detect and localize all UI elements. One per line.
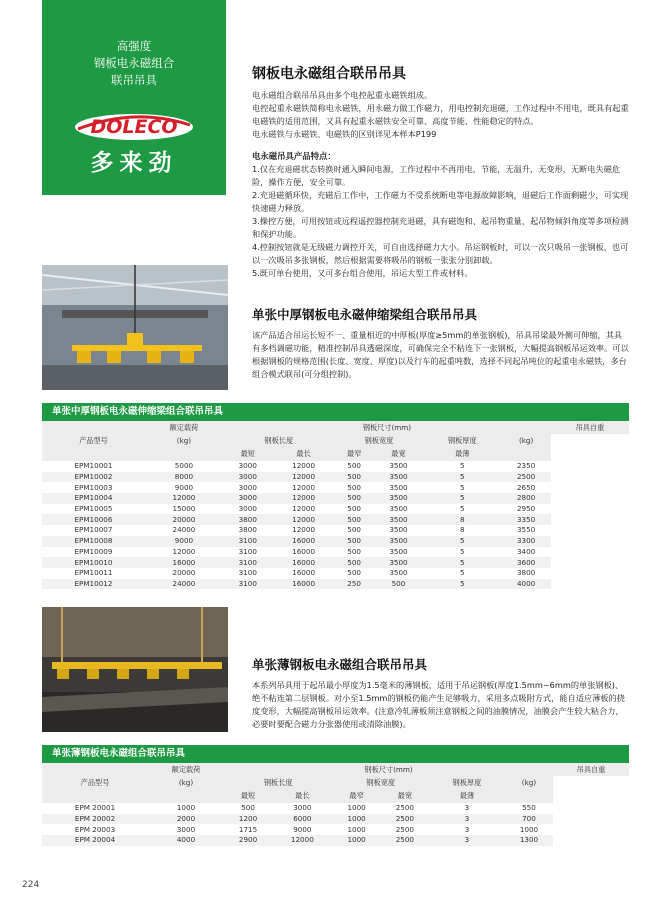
table-cell: EPM 20004 — [42, 835, 148, 846]
col-size: 钢板尺寸(mm) — [224, 763, 553, 776]
table-cell: 3400 — [516, 546, 536, 556]
table-cell: 3300 — [501, 536, 551, 547]
intro-heading: 钢板电永磁组合联吊吊具 — [252, 66, 406, 82]
table-cell: 1000 — [333, 835, 381, 846]
table-cell: 12000 — [292, 525, 316, 535]
table-cell: 500 — [335, 514, 374, 525]
col-model: 产品型号 — [42, 763, 148, 803]
table-cell: 3100 — [223, 536, 273, 547]
table-cell: 5 — [460, 482, 465, 492]
table-cell: 3100 — [223, 557, 273, 568]
table-cell: 500 — [374, 579, 424, 590]
doleco-logo: DOLECO — [74, 113, 194, 141]
intro-para: 电永磁组合联吊吊具由多个电控起重永磁铁组成。 — [252, 90, 433, 100]
table-cell: EPM10007 — [74, 525, 113, 535]
table-cell: 3500 — [374, 493, 424, 504]
table-cell: 1200 — [224, 814, 272, 825]
table-cell: 15000 — [172, 504, 196, 514]
table-cell: 2650 — [516, 482, 536, 492]
table-cell: 3100 — [223, 579, 273, 590]
table-cell: 3500 — [389, 546, 408, 556]
table-cell: 3500 — [389, 504, 408, 514]
table-cell: EPM10002 — [42, 472, 145, 483]
table-cell: EPM 20001 — [74, 803, 116, 813]
feature-item: 1.仅在充退磁状态转换时通入瞬间电源，工作过程中不再用电，节能，无温升，无变形，无断电失磁危险，操作方便，安全可靠。 — [252, 164, 621, 187]
feature-item: 2.充退磁循环快，充磁后工作中，工作磁力不受系统断电等电源故障影响，退磁后工作面剩磁少，可实现快速磁力释放。 — [252, 190, 629, 213]
table-cell: 5 — [460, 504, 465, 514]
table-cell: 1300 — [505, 835, 553, 846]
table-cell: 16000 — [273, 579, 335, 590]
col-load: 额定载荷 — [145, 421, 223, 434]
thick-plate-table-bar: 单张中厚钢板电永磁伸缩梁组合联吊吊具 — [42, 403, 629, 421]
table-row — [42, 568, 629, 579]
col-model: 产品型号 — [42, 421, 145, 461]
table-cell: 3000 — [238, 482, 257, 492]
table-cell: 3000 — [176, 824, 196, 834]
col-load-unit: (kg) — [145, 434, 223, 447]
table-cell: 5 — [423, 472, 501, 483]
table-cell: 12000 — [145, 493, 223, 504]
table-cell: 500 — [347, 568, 361, 578]
table-cell: 500 — [241, 803, 255, 813]
col-min-len: 最短 — [223, 448, 273, 461]
table-cell: EPM10005 — [74, 504, 113, 514]
table-cell: 8 — [460, 525, 465, 535]
table-cell: 12000 — [292, 504, 316, 514]
col-max-w: 最宽 — [381, 790, 429, 803]
table-cell: 9000 — [293, 824, 312, 834]
table-cell: EPM10009 — [74, 546, 113, 556]
table-cell: 5000 — [174, 461, 194, 471]
table-row — [42, 803, 629, 814]
table-cell: EPM 20003 — [74, 824, 116, 834]
table-cell: 12000 — [172, 546, 196, 556]
table-cell: 5 — [460, 461, 465, 471]
table-cell: 5 — [423, 536, 501, 547]
table-cell: 250 — [335, 579, 374, 590]
table-cell: 1000 — [347, 824, 366, 834]
table-cell: 16000 — [145, 557, 223, 568]
table-cell: 12000 — [273, 493, 335, 504]
table-row — [42, 493, 629, 504]
col-load: 额定载荷 — [148, 763, 224, 776]
table-cell: 500 — [347, 546, 361, 556]
feature-item: 4.控制按钮就是无级磁力调控开关，可自由选择磁力大小。吊运钢板时，可以一次只吸吊一张钢板，也可以一次吸吊多张钢板，然后根据需要将吸吊的钢板一张张分别卸载。 — [252, 242, 629, 265]
table-row — [42, 504, 629, 515]
cn-logo: 多来劲 — [90, 150, 178, 176]
table-cell: 16000 — [273, 536, 335, 547]
table-cell: 500 — [347, 461, 361, 471]
table-cell: 12000 — [292, 461, 316, 471]
table-cell: 12000 — [273, 472, 335, 483]
table-cell: 3500 — [389, 461, 408, 471]
table-cell: 3800 — [516, 568, 536, 578]
table-cell: 5 — [423, 493, 501, 504]
table-cell: 500 — [347, 525, 361, 535]
table-cell: EPM10012 — [42, 579, 145, 590]
thin-plate-heading: 单张薄钢板电永磁组合联吊吊具 — [252, 657, 428, 672]
table-cell: 500 — [335, 536, 374, 547]
table-cell: 3000 — [238, 504, 257, 514]
table-cell: 20000 — [172, 568, 196, 578]
brand-title: 高强度 钢板电永磁组合 联吊吊具 — [93, 39, 175, 87]
table-cell: 3100 — [238, 546, 257, 556]
photo-thin-plate-lifter — [42, 607, 228, 732]
thick-plate-heading: 单张中厚钢板电永磁伸缩梁组合联吊吊具 — [252, 307, 478, 322]
table-cell: 2500 — [395, 803, 415, 813]
table-cell: 9000 — [174, 482, 194, 492]
thin-plate-table-bar: 单张薄钢板电永磁组合联吊吊具 — [42, 745, 629, 763]
table-cell: 2500 — [395, 824, 415, 834]
table-cell: 2800 — [501, 493, 551, 504]
intro-para: 电永磁铁与永磁铁、电磁铁的区别详见本样本P199 — [252, 129, 437, 139]
table-cell: 6000 — [272, 814, 332, 825]
table-cell: 20000 — [145, 514, 223, 525]
table-cell: 9000 — [145, 536, 223, 547]
col-min-t: 最薄 — [423, 448, 501, 461]
thin-plate-text: 本系列吊具用于起吊最小厚度为1.5毫米的薄钢板，适用于吊运钢板(厚度1.5mm~6mm的单张钢板)、绝不粘连第二层钢板。对小至1.5mm的钢板仍能产生足够吸力，采用多点吸附方式，能自适应薄板的挠度变形，大幅提高钢板吊运效率。(注意冷轧薄板须注意钢板之间的油膜情况，油膜会产生较大粘合力，必要时要配合磁力分张器使用或清除油膜)。 — [252, 680, 625, 729]
col-max-len: 最长 — [273, 448, 335, 461]
table-cell: 2000 — [148, 814, 224, 825]
table-cell: 700 — [505, 814, 553, 825]
col-weight-unit: (kg) — [501, 434, 551, 447]
table-cell: 4000 — [148, 835, 224, 846]
table-cell: 12000 — [292, 482, 316, 492]
table-row — [42, 461, 629, 472]
col-weight: 吊具自重 — [553, 763, 629, 776]
table-cell: 550 — [522, 803, 536, 813]
table-cell: 1000 — [347, 803, 366, 813]
col-min-len: 最短 — [224, 790, 272, 803]
table-cell: EPM10004 — [42, 493, 145, 504]
col-weight-unit: (kg) — [505, 776, 553, 789]
table-cell: 1000 — [333, 814, 381, 825]
table-cell: 2500 — [501, 472, 551, 483]
table-cell: 3550 — [516, 525, 536, 535]
table-cell: 3000 — [293, 803, 312, 813]
table-cell: 2350 — [516, 461, 536, 471]
thin-plate-table — [42, 763, 629, 846]
table-row — [42, 824, 629, 835]
thick-plate-table — [42, 421, 629, 589]
col-size: 钢板尺寸(mm) — [223, 421, 551, 434]
table-cell: 2500 — [381, 814, 429, 825]
table-cell: 3500 — [374, 536, 424, 547]
table-cell: 3350 — [501, 514, 551, 525]
table-cell: 500 — [347, 482, 361, 492]
table-row — [42, 482, 629, 493]
col-length: 钢板长度 — [223, 434, 335, 447]
table-cell: 12000 — [272, 835, 332, 846]
table-cell: 3 — [429, 814, 505, 825]
thin-plate-section — [252, 655, 630, 731]
table-row — [42, 814, 629, 825]
table-cell: 3500 — [374, 557, 424, 568]
table-cell: 3800 — [238, 525, 257, 535]
table-cell: 24000 — [172, 525, 196, 535]
table-cell: EPM10011 — [74, 568, 113, 578]
table-cell: 5 — [423, 557, 501, 568]
col-max-w: 最宽 — [374, 448, 424, 461]
table-cell: 5 — [460, 568, 465, 578]
photo-thick-plate-lifter — [42, 265, 228, 390]
table-row — [42, 472, 629, 483]
table-cell: 3000 — [223, 493, 273, 504]
table-cell: 3500 — [389, 525, 408, 535]
table-cell: 2500 — [381, 835, 429, 846]
table-cell: 8000 — [145, 472, 223, 483]
col-min-w: 最窄 — [333, 790, 381, 803]
col-max-len: 最长 — [272, 790, 332, 803]
table-cell: 3500 — [389, 568, 408, 578]
table-cell: 500 — [347, 504, 361, 514]
table-cell: 3500 — [374, 472, 424, 483]
col-width: 钢板宽度 — [333, 776, 430, 789]
table-cell: EPM10010 — [42, 557, 145, 568]
table-cell: 3100 — [238, 568, 257, 578]
thick-plate-text: 该产品适合吊运长短不一、重量相近的中厚板(厚度≥5mm的单张钢板)，吊具吊梁最外侧可伸缩，其具有多档调磁功能，精准控制吊具透磁深度，可确保完全不粘连下一张钢板，大幅提高钢板吊运效率。可以根据钢板的规格范围(长度、宽度、厚度)以及行车的起重吨数，选择不同起吊吨位的起重电永磁铁，多台组合模式联吊(可分组控制)。 — [252, 330, 629, 379]
table-cell: 3000 — [238, 461, 257, 471]
col-load-unit: (kg) — [148, 776, 224, 789]
table-cell: 8 — [423, 514, 501, 525]
table-cell: 500 — [335, 557, 374, 568]
brand-panel — [42, 0, 226, 195]
table-cell: 12000 — [273, 514, 335, 525]
table-row — [42, 547, 629, 558]
table-row — [42, 579, 629, 590]
col-thick: 钢板厚度 — [423, 434, 501, 447]
thick-plate-section — [252, 305, 630, 381]
table-cell: 500 — [335, 493, 374, 504]
table-cell: 16000 — [273, 557, 335, 568]
table-cell: 500 — [335, 472, 374, 483]
table-row — [42, 514, 629, 525]
intro-para: 电控起重永磁铁简称电永磁铁，用永磁力做工作磁力，用电控制充退磁，工作过程中不用电，既具有起重电磁铁的适用范围，又具有起重永磁铁安全可靠、高度节能、性能稳定的特点。 — [252, 103, 629, 126]
table-cell: EPM 20002 — [42, 814, 148, 825]
table-cell: 24000 — [145, 579, 223, 590]
table-cell: 3 — [464, 803, 470, 813]
table-cell: EPM10001 — [74, 461, 113, 471]
table-row — [42, 835, 629, 846]
table-cell: EPM10003 — [74, 482, 113, 492]
table-cell: 4000 — [501, 579, 551, 590]
table-cell: 16000 — [292, 568, 316, 578]
table-cell: 3500 — [389, 482, 408, 492]
table-cell: 2950 — [516, 504, 536, 514]
table-cell: 3 — [429, 835, 505, 846]
table-cell: 2900 — [224, 835, 272, 846]
intro-section — [252, 63, 630, 280]
table-cell: 3000 — [223, 472, 273, 483]
features-title: 电永磁吊具产品特点： — [252, 151, 336, 161]
table-cell: 1000 — [176, 803, 196, 813]
table-cell: EPM10008 — [42, 536, 145, 547]
table-cell: 3500 — [374, 514, 424, 525]
table-cell: 5 — [460, 546, 465, 556]
col-thick: 钢板厚度 — [429, 776, 505, 789]
table-cell: EPM10006 — [42, 514, 145, 525]
table-cell: 1000 — [519, 824, 539, 834]
table-row — [42, 525, 629, 536]
table-cell: 16000 — [292, 546, 316, 556]
col-min-t: 最薄 — [429, 790, 505, 803]
feature-item: 3.操控方便，可用按钮或远程遥控器控制充退磁，具有磁饱和、起吊物重量、起吊物倾斜角度等多项检测和保护功能。 — [252, 216, 629, 239]
col-length: 钢板长度 — [224, 776, 333, 789]
table-cell: 5 — [423, 579, 501, 590]
table-row — [42, 557, 629, 568]
table-cell: 1715 — [238, 824, 258, 834]
table-cell: 3 — [464, 824, 470, 834]
page-number: 224 — [22, 880, 40, 890]
col-weight: 吊具自重 — [551, 421, 629, 434]
col-width: 钢板宽度 — [335, 434, 424, 447]
table-row — [42, 536, 629, 547]
feature-item: 5.既可单台使用，又可多台组合使用，吊运大型工件或材料。 — [252, 268, 473, 278]
table-cell: 3800 — [223, 514, 273, 525]
col-min-w: 最窄 — [335, 448, 374, 461]
table-cell: 3600 — [501, 557, 551, 568]
